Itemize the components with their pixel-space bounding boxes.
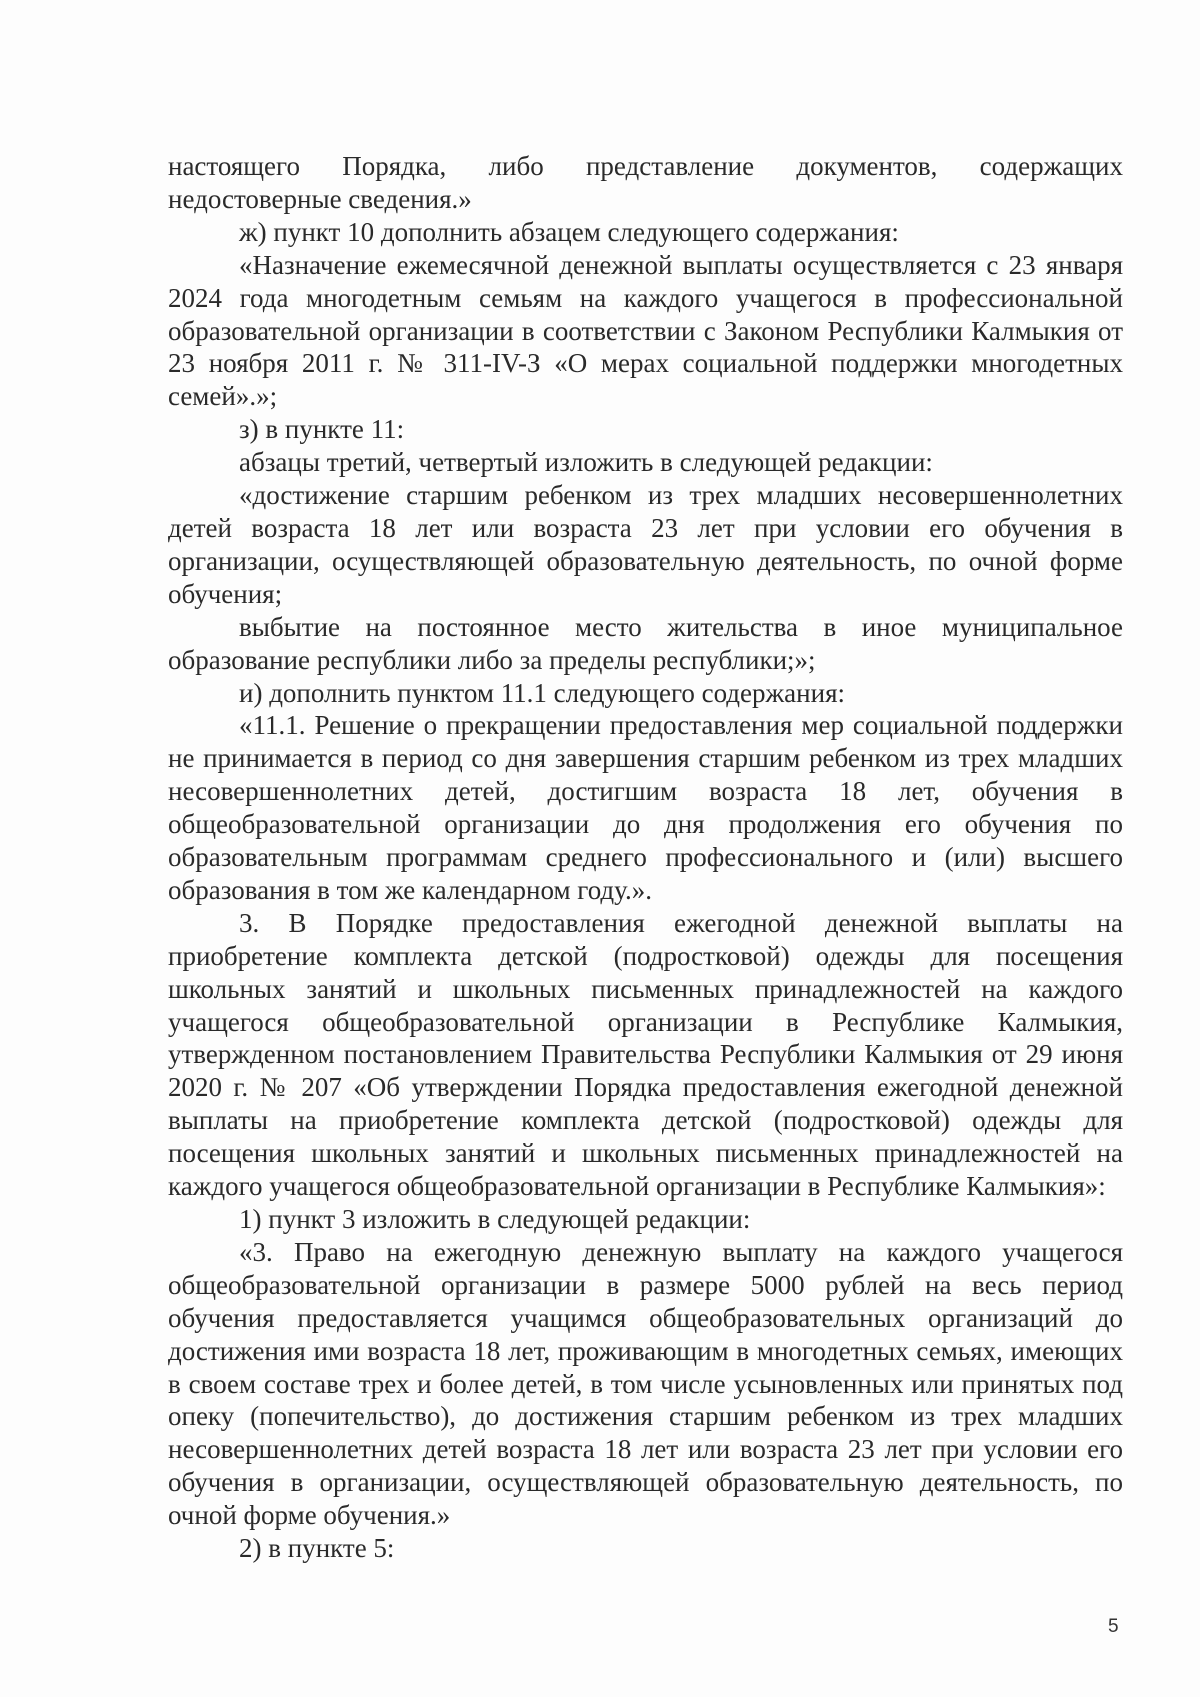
page-number: 5 bbox=[1108, 1616, 1119, 1637]
paragraph: 2) в пункте 5: bbox=[239, 1533, 395, 1564]
document-body bbox=[168, 150, 1123, 1565]
paragraph: и) дополнить пунктом 11.1 следующего содержания: bbox=[239, 677, 845, 708]
paragraph: ж) пункт 10 дополнить абзацем следующего содержания: bbox=[239, 216, 899, 247]
paragraph: выбытие на постоянное место жительства в иное муниципальное образование республики либо за пределы республики;»; bbox=[168, 611, 1123, 675]
paragraph: 1) пункт 3 изложить в следующей редакции: bbox=[239, 1204, 751, 1234]
paragraph: «Назначение ежемесячной денежной выплаты осуществляется с 23 января 2024 года многодетным семьям на каждого учащегося в профессиональной образовательной организации в соответствии с Законом Республики Калмыкия от 23 ноября 2011 г. № 311-IV-З «О мерах социальной поддержки многодетных семей».»; bbox=[168, 249, 1123, 412]
paragraph: 3. В Порядке предоставления ежегодной денежной выплаты на приобретение комплекта детской (подростковой) одежды для посещения школьных занятий и школьных письменных принадлежностей на каждого учащегося общеобразовательной организации в Республике Калмыкия, утвержденном постановлением Правительства Республики Калмыкия от 29 июня 2020 г. № 207 «Об утверждении Порядка предоставления ежегодной денежной выплаты на приобретение комплекта детской (подростковой) одежды для посещения школьных занятий и школьных письменных принадлежностей на каждого учащегося общеобразовательной организации в Республике Калмыкия»: bbox=[168, 907, 1123, 1202]
paragraph: настоящего Порядка, либо представление документов, содержащих недостоверные сведения.» bbox=[168, 151, 1123, 214]
paragraph: з) в пункте 11: bbox=[239, 414, 405, 445]
paragraph: «3. Право на ежегодную денежную выплату на каждого учащегося общеобразовательной организации в размере 5000 рублей на весь период обучения предоставляется учащимся общеобразовательных организаций до достижения ими возраста 18 лет, проживающим в многодетных семьях, имеющих в своем составе трех и более детей, в том числе усыновленных или принятых под опеку (попечительство), до достижения старшим ребенком из трех младших несовершеннолетних детей возраста 18 лет или возраста 23 лет при условии его обучения в организации, осуществляющей образовательную деятельность, по очной форме обучения.» bbox=[168, 1236, 1123, 1531]
paragraph: «достижение старшим ребенком из трех младших несовершеннолетних детей возраста 18 лет или возраста 23 лет при условии его обучения в организации, осуществляющей образовательную деятельность, по очной форме обучения; bbox=[168, 480, 1123, 609]
paragraph: «11.1. Решение о прекращении предоставления мер социальной поддержки не принимается в период со дня завершения старшим ребенком из трех младших несовершеннолетних детей, достигшим возраста 18 лет, обучения в общеобразовательной организации до дня продолжения его обучения по образовательным программам среднего профессионального и (или) высшего образования в том же календарном году.». bbox=[168, 710, 1123, 905]
paragraph: абзацы третий, четвертый изложить в следующей редакции: bbox=[239, 447, 933, 478]
